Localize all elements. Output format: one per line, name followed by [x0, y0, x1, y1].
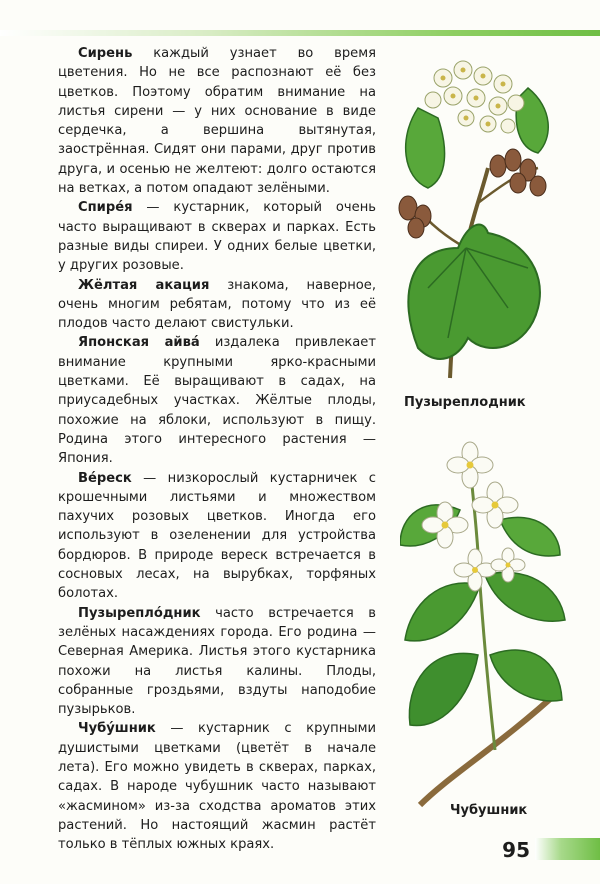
caption-mock-orange: Чубушник [450, 803, 528, 818]
paragraph-spirea [58, 198, 376, 275]
text-siren: каждый узнает во время цветения. Но не все распознают её без цветков. Поэтому обратим внимание на листья сирени — у них основание в виде сердечка, а вершина вытянутая, заострённая. Сидят они парами, друг против друга, и осенью не желтеют: долго остаются на ветках, а потом опадают зелёными. [58, 46, 376, 197]
paragraph-heather [58, 469, 376, 604]
mock-orange-illustration [400, 425, 570, 810]
caption-physocarpus: Пузыреплодник [404, 395, 526, 410]
paragraph-siren [58, 44, 376, 198]
paragraph-quince [58, 333, 376, 468]
paragraph-physocarpus [58, 604, 376, 720]
term-physocarpus: Пузырепло́дник [78, 605, 201, 621]
text-heather: — низкорослый кустарничек с крошечными листьями и множеством пахучих розовых цветков. Иногда его используют в озеленении для устройства бордюров. В природе вереск встречается в сосновых лесах, на вырубках, торфяных болотах. [58, 470, 376, 602]
page-number: 95 [502, 838, 530, 862]
bottom-decorative-bar [535, 838, 600, 860]
term-spirea: Спире́я [78, 200, 133, 216]
text-acacia: знакома, наверное, очень многим ребятам, потому что из её плодов часто делают свистульки. [58, 277, 376, 332]
paragraph-acacia [58, 276, 376, 334]
term-heather: Ве́реск [78, 470, 132, 486]
text-mock-orange: — кустарник с крупными душистыми цветками (цветёт в начале лета). Его можно увидеть в скверах, парках, садах. В народе чубушник часто называют «жасмином» из-за сходства ароматов этих растений. Но настоящий жасмин растёт только в тёплых южных краях. [58, 721, 376, 853]
term-quince: Японская айва́ [78, 335, 200, 351]
paragraph-mock-orange [58, 719, 376, 854]
text-physocarpus: часто встречается в зелёных насаждениях города. Его родина — Северная Америка. Листья этого кустарника похожи на листья калины. Плоды, собранные гроздьями, вздуты наподобие пузырьков. [58, 605, 376, 718]
text-quince: издалека привлекает внимание крупными ярко-красными цветками. Её выращивают в садах, на приусадебных участках. Жёлтые плоды, похожие на яблоки, используют в пищу. Родина этого интересного растения — Япония. [58, 335, 376, 467]
text-column [58, 44, 376, 854]
term-mock-orange: Чубу́шник [78, 721, 156, 737]
term-siren: Сирень [78, 46, 133, 61]
text-spirea: — кустарник, который очень часто выращивают в скверах и парках. Есть разные виды спиреи. У одних белые цветки, у других розовые. [58, 200, 376, 274]
term-acacia: Жёлтая акация [78, 277, 210, 293]
top-decorative-rule [0, 30, 600, 36]
physocarpus-illustration [388, 48, 558, 388]
